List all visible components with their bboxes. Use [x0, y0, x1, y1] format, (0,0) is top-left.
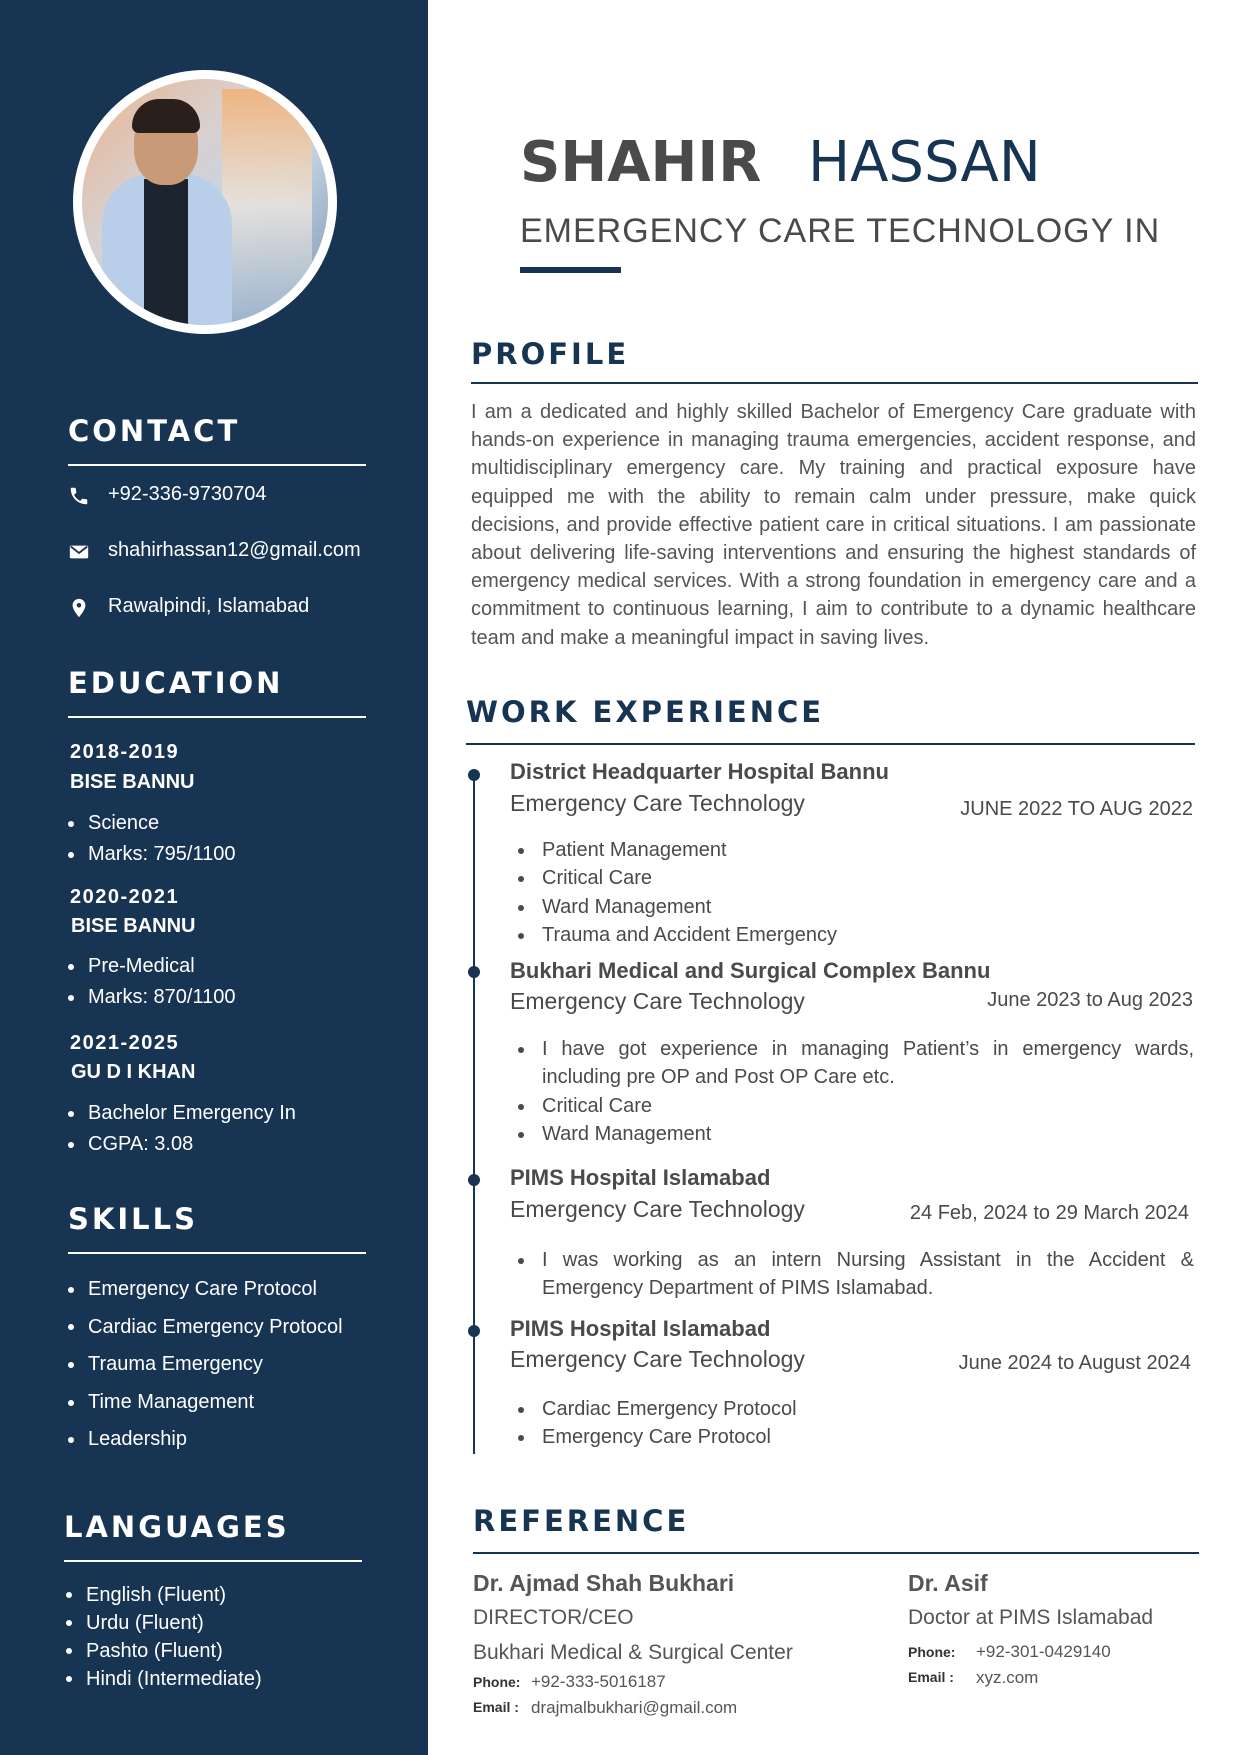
reference-divider [473, 1552, 1199, 1554]
location-text: Rawalpindi, Islamabad [108, 595, 310, 617]
education-institution: BISE BANNU [71, 915, 196, 937]
list-item: I have got experience in managing Patient’s in emergency wards, including pre OP and Post OP Care etc. [516, 1035, 1194, 1092]
education-details [68, 951, 236, 1013]
job-duties [516, 836, 1194, 949]
job-organization: PIMS Hospital Islamabad [510, 1316, 771, 1341]
reference-phone-label: Phone: [908, 1644, 956, 1660]
name-first: SHAHIR [520, 130, 762, 195]
job-organization: Bukhari Medical and Surgical Complex Bannu [510, 958, 991, 983]
job-dates: June 2023 to Aug 2023 [987, 989, 1193, 1011]
list-item: Trauma Emergency [68, 1346, 343, 1384]
reference-heading: REFERENCE [473, 1504, 690, 1538]
list-item: Ward Management [516, 1120, 1194, 1148]
name-last: HASSAN [808, 130, 1041, 195]
education-details [68, 808, 236, 870]
timeline-dot [468, 769, 480, 781]
envelope-icon [68, 541, 90, 563]
profile-photo-frame [73, 70, 337, 334]
contact-location [68, 593, 310, 623]
reference-phone: +92-333-5016187 [531, 1672, 666, 1691]
education-years: 2020-2021 [70, 886, 180, 908]
timeline-line [473, 774, 475, 1454]
education-institution: BISE BANNU [70, 771, 195, 793]
job-duties [516, 1246, 1194, 1303]
job-organization: PIMS Hospital Islamabad [510, 1165, 771, 1190]
languages-list [66, 1581, 262, 1693]
profile-text: I am a dedicated and highly skilled Bachelor of Emergency Care graduate with hands-on experience in managing trauma emergencies, accident response, and multidisciplinary emergency care. My training and practical exposure have equipped me with the ability to remain calm under pressure, make quick decisions, and provide effective patient care in critical situations. I am passionate about delivering life-saving interventions and ensuring the highest standards of emergency medical services. With a strong foundation in emergency care and a commitment to continuous learning, I aim to contribute to a dynamic healthcare team and make a meaningful impact in saving lives. [471, 401, 1196, 649]
reference-position: DIRECTOR/CEO [473, 1606, 634, 1629]
list-item: Cardiac Emergency Protocol [68, 1309, 343, 1347]
list-item: Hindi (Intermediate) [66, 1665, 262, 1693]
reference-name: Dr. Asif [908, 1570, 988, 1596]
job-role: Emergency Care Technology [510, 988, 805, 1014]
reference-organization: Bukhari Medical & Surgical Center [473, 1641, 793, 1664]
languages-divider [64, 1560, 362, 1562]
list-item: Patient Management [516, 836, 1194, 864]
phone-text: +92-336-9730704 [108, 483, 267, 505]
timeline-dot [468, 966, 480, 978]
job-dates: 24 Feb, 2024 to 29 March 2024 [909, 1202, 1189, 1224]
profile-photo [82, 79, 328, 325]
list-item: Marks: 870/1100 [68, 982, 236, 1013]
list-item: Critical Care [516, 864, 1194, 892]
list-item: Marks: 795/1100 [68, 839, 236, 870]
job-dates: JUNE 2022 TO AUG 2022 [960, 798, 1193, 820]
job-title: EMERGENCY CARE TECHNOLOGY IN [520, 212, 1161, 250]
list-item: Leadership [68, 1421, 343, 1459]
list-item: I was working as an intern Nursing Assistant in the Accident & Emergency Department of PIMS Islamabad. [516, 1246, 1194, 1303]
job-role: Emergency Care Technology [510, 790, 805, 816]
reference-name: Dr. Ajmad Shah Bukhari [473, 1570, 735, 1596]
list-item: Urdu (Fluent) [66, 1609, 262, 1637]
list-item: Trauma and Accident Emergency [516, 921, 1194, 949]
skills-list [68, 1271, 343, 1459]
sidebar [0, 0, 428, 1755]
reference-email-label: Email : [908, 1669, 954, 1685]
list-item: Bachelor Emergency In [68, 1098, 296, 1129]
list-item: Emergency Care Protocol [68, 1271, 343, 1309]
job-role: Emergency Care Technology [510, 1346, 805, 1372]
job-duties [516, 1395, 1194, 1452]
education-divider [68, 716, 366, 718]
list-item: English (Fluent) [66, 1581, 262, 1609]
contact-heading: CONTACT [68, 414, 241, 448]
contact-divider [68, 464, 366, 466]
list-item: Science [68, 808, 236, 839]
list-item: Time Management [68, 1384, 343, 1422]
list-item: Cardiac Emergency Protocol [516, 1395, 1194, 1423]
reference-phone: +92-301-0429140 [976, 1642, 1111, 1661]
job-organization: District Headquarter Hospital Bannu [510, 759, 889, 784]
location-pin-icon [68, 597, 90, 619]
work-heading: WORK EXPERIENCE [466, 695, 825, 729]
reference-email-label: Email : [473, 1699, 519, 1715]
phone-icon [68, 485, 90, 507]
contact-email [68, 537, 361, 567]
reference-email: drajmalbukhari@gmail.com [531, 1698, 738, 1717]
job-dates: June 2024 to August 2024 [958, 1352, 1191, 1374]
reference-phone-label: Phone: [473, 1674, 521, 1690]
education-heading: EDUCATION [68, 666, 284, 700]
job-duties [516, 1035, 1194, 1148]
job-role: Emergency Care Technology [510, 1196, 805, 1222]
contact-phone [68, 481, 267, 511]
skills-heading: SKILLS [68, 1202, 198, 1236]
profile-heading: PROFILE [471, 337, 630, 371]
education-years: 2021-2025 [70, 1032, 180, 1054]
list-item: Pre-Medical [68, 951, 236, 982]
list-item: Ward Management [516, 893, 1194, 921]
timeline-dot [468, 1325, 480, 1337]
list-item: Emergency Care Protocol [516, 1423, 1194, 1451]
timeline-dot [468, 1174, 480, 1186]
profile-divider [471, 382, 1198, 384]
list-item: Critical Care [516, 1092, 1194, 1120]
work-divider [466, 743, 1195, 745]
education-institution: GU D I KHAN [71, 1061, 196, 1083]
education-details [68, 1098, 296, 1160]
education-years: 2018-2019 [70, 741, 180, 763]
reference-position: Doctor at PIMS Islamabad [908, 1606, 1154, 1629]
email-text: shahirhassan12@gmail.com [108, 539, 361, 561]
skills-divider [68, 1252, 366, 1254]
title-accent-bar [520, 267, 621, 273]
list-item: CGPA: 3.08 [68, 1129, 296, 1160]
languages-heading: LANGUAGES [64, 1510, 290, 1544]
reference-email: xyz.com [976, 1668, 1039, 1687]
list-item: Pashto (Fluent) [66, 1637, 262, 1665]
